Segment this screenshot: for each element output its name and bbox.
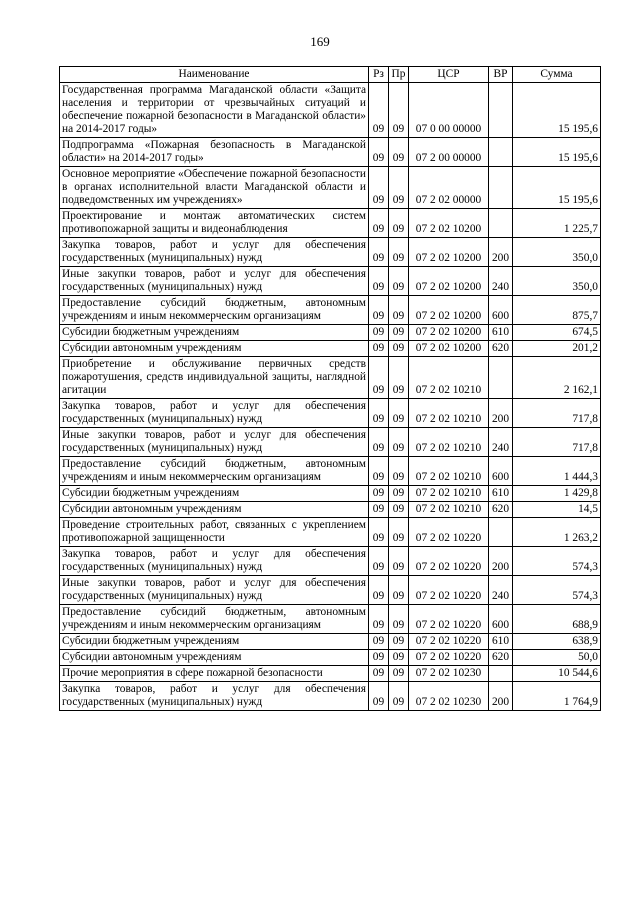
cell-csr: 07 2 02 00000 <box>409 167 489 209</box>
cell-csr: 07 2 02 10220 <box>409 518 489 547</box>
cell-sum: 15 195,6 <box>513 83 601 138</box>
cell-sum: 201,2 <box>513 341 601 357</box>
cell-csr: 07 2 02 10200 <box>409 238 489 267</box>
cell-vr: 610 <box>489 325 513 341</box>
cell-csr: 07 2 02 10230 <box>409 666 489 682</box>
cell-pr: 09 <box>389 138 409 167</box>
cell-csr: 07 2 02 10200 <box>409 325 489 341</box>
cell-csr: 07 2 02 10210 <box>409 399 489 428</box>
cell-rz: 09 <box>369 267 389 296</box>
table-row <box>60 486 601 502</box>
cell-vr <box>489 357 513 399</box>
cell-csr: 07 2 02 10220 <box>409 634 489 650</box>
cell-csr: 07 2 02 10210 <box>409 457 489 486</box>
cell-vr <box>489 167 513 209</box>
cell-pr: 09 <box>389 267 409 296</box>
table-row <box>60 576 601 605</box>
table-row <box>60 682 601 711</box>
table-row <box>60 457 601 486</box>
cell-vr <box>489 209 513 238</box>
cell-pr: 09 <box>389 209 409 238</box>
cell-rz: 09 <box>369 457 389 486</box>
cell-vr <box>489 518 513 547</box>
cell-pr: 09 <box>389 167 409 209</box>
cell-name: Субсидии автономным учреждениям <box>60 502 369 518</box>
cell-vr: 240 <box>489 267 513 296</box>
cell-csr: 07 2 02 10200 <box>409 267 489 296</box>
cell-name: Государственная программа Магаданской области «Защита населения и территории от чрезвычайных ситуаций и обеспечение пожарной безопасности в Магаданской области» на 2014-2017 годы» <box>60 83 369 138</box>
cell-pr: 09 <box>389 428 409 457</box>
cell-rz: 09 <box>369 138 389 167</box>
cell-vr: 600 <box>489 457 513 486</box>
cell-csr: 07 2 02 10220 <box>409 576 489 605</box>
cell-sum: 1 429,8 <box>513 486 601 502</box>
cell-csr: 07 2 02 10210 <box>409 486 489 502</box>
cell-pr: 09 <box>389 576 409 605</box>
table-row <box>60 325 601 341</box>
table-row <box>60 238 601 267</box>
cell-vr: 620 <box>489 650 513 666</box>
cell-csr: 07 2 02 10220 <box>409 547 489 576</box>
cell-pr: 09 <box>389 518 409 547</box>
cell-rz: 09 <box>369 325 389 341</box>
cell-rz: 09 <box>369 518 389 547</box>
cell-rz: 09 <box>369 209 389 238</box>
header-sum: Сумма <box>513 67 601 83</box>
cell-rz: 09 <box>369 428 389 457</box>
cell-pr: 09 <box>389 650 409 666</box>
table-row <box>60 83 601 138</box>
cell-name: Закупка товаров, работ и услуг для обеспечения государственных (муниципальных) нужд <box>60 238 369 267</box>
cell-name: Прочие мероприятия в сфере пожарной безопасности <box>60 666 369 682</box>
cell-vr <box>489 83 513 138</box>
table-row <box>60 634 601 650</box>
cell-rz: 09 <box>369 83 389 138</box>
cell-name: Закупка товаров, работ и услуг для обеспечения государственных (муниципальных) нужд <box>60 399 369 428</box>
cell-vr: 200 <box>489 399 513 428</box>
cell-vr: 620 <box>489 341 513 357</box>
cell-sum: 674,5 <box>513 325 601 341</box>
cell-pr: 09 <box>389 634 409 650</box>
cell-name: Субсидии автономным учреждениям <box>60 650 369 666</box>
cell-csr: 07 2 02 10200 <box>409 341 489 357</box>
table-row <box>60 296 601 325</box>
cell-vr: 200 <box>489 238 513 267</box>
cell-vr: 600 <box>489 296 513 325</box>
cell-name: Предоставление субсидий бюджетным, автономным учреждениям и иным некоммерческим организациям <box>60 296 369 325</box>
cell-pr: 09 <box>389 325 409 341</box>
cell-csr: 07 2 00 00000 <box>409 138 489 167</box>
cell-vr: 200 <box>489 682 513 711</box>
table-row <box>60 605 601 634</box>
cell-vr: 240 <box>489 428 513 457</box>
cell-vr <box>489 666 513 682</box>
cell-pr: 09 <box>389 682 409 711</box>
cell-rz: 09 <box>369 167 389 209</box>
cell-rz: 09 <box>369 650 389 666</box>
header-rz: Рз <box>369 67 389 83</box>
cell-pr: 09 <box>389 486 409 502</box>
cell-pr: 09 <box>389 83 409 138</box>
cell-csr: 07 2 02 10210 <box>409 428 489 457</box>
cell-vr: 600 <box>489 605 513 634</box>
table-header-row <box>60 67 601 83</box>
cell-vr: 610 <box>489 486 513 502</box>
cell-pr: 09 <box>389 666 409 682</box>
cell-sum: 1 225,7 <box>513 209 601 238</box>
cell-pr: 09 <box>389 605 409 634</box>
cell-name: Иные закупки товаров, работ и услуг для обеспечения государственных (муниципальных) нужд <box>60 267 369 296</box>
table-row <box>60 502 601 518</box>
cell-csr: 07 2 02 10200 <box>409 209 489 238</box>
budget-table <box>59 66 601 711</box>
cell-sum: 350,0 <box>513 238 601 267</box>
cell-name: Иные закупки товаров, работ и услуг для обеспечения государственных (муниципальных) нужд <box>60 428 369 457</box>
cell-rz: 09 <box>369 547 389 576</box>
cell-rz: 09 <box>369 486 389 502</box>
cell-pr: 09 <box>389 296 409 325</box>
cell-name: Основное мероприятие «Обеспечение пожарной безопасности в органах исполнительной власти Магаданской области и подведомственных им учреждениях» <box>60 167 369 209</box>
cell-csr: 07 2 02 10220 <box>409 650 489 666</box>
cell-name: Предоставление субсидий бюджетным, автономным учреждениям и иным некоммерческим организациям <box>60 605 369 634</box>
cell-rz: 09 <box>369 666 389 682</box>
table-row <box>60 428 601 457</box>
cell-rz: 09 <box>369 357 389 399</box>
cell-name: Подпрограмма «Пожарная безопасность в Магаданской области» на 2014-2017 годы» <box>60 138 369 167</box>
cell-rz: 09 <box>369 341 389 357</box>
cell-rz: 09 <box>369 605 389 634</box>
cell-rz: 09 <box>369 238 389 267</box>
cell-name: Закупка товаров, работ и услуг для обеспечения государственных (муниципальных) нужд <box>60 547 369 576</box>
table-row <box>60 518 601 547</box>
table-row <box>60 650 601 666</box>
cell-csr: 07 2 02 10210 <box>409 502 489 518</box>
cell-name: Субсидии автономным учреждениям <box>60 341 369 357</box>
cell-csr: 07 2 02 10220 <box>409 605 489 634</box>
cell-vr: 200 <box>489 547 513 576</box>
cell-pr: 09 <box>389 341 409 357</box>
cell-name: Проведение строительных работ, связанных с укреплением противопожарной защищенности <box>60 518 369 547</box>
table-row <box>60 357 601 399</box>
cell-csr: 07 2 02 10230 <box>409 682 489 711</box>
cell-sum: 717,8 <box>513 428 601 457</box>
cell-sum: 1 263,2 <box>513 518 601 547</box>
cell-pr: 09 <box>389 547 409 576</box>
cell-sum: 50,0 <box>513 650 601 666</box>
cell-pr: 09 <box>389 457 409 486</box>
cell-pr: 09 <box>389 357 409 399</box>
cell-vr: 610 <box>489 634 513 650</box>
cell-vr: 240 <box>489 576 513 605</box>
cell-sum: 15 195,6 <box>513 167 601 209</box>
table-row <box>60 209 601 238</box>
header-vr: ВР <box>489 67 513 83</box>
table-row <box>60 267 601 296</box>
cell-rz: 09 <box>369 399 389 428</box>
cell-sum: 1 764,9 <box>513 682 601 711</box>
cell-csr: 07 2 02 10200 <box>409 296 489 325</box>
cell-name: Субсидии бюджетным учреждениям <box>60 486 369 502</box>
cell-sum: 10 544,6 <box>513 666 601 682</box>
cell-rz: 09 <box>369 502 389 518</box>
cell-sum: 638,9 <box>513 634 601 650</box>
table-row <box>60 138 601 167</box>
cell-name: Иные закупки товаров, работ и услуг для обеспечения государственных (муниципальных) нужд <box>60 576 369 605</box>
cell-sum: 350,0 <box>513 267 601 296</box>
header-pr: Пр <box>389 67 409 83</box>
cell-vr <box>489 138 513 167</box>
cell-pr: 09 <box>389 399 409 428</box>
cell-pr: 09 <box>389 238 409 267</box>
cell-csr: 07 2 02 10210 <box>409 357 489 399</box>
table-row <box>60 666 601 682</box>
cell-name: Субсидии бюджетным учреждениям <box>60 634 369 650</box>
cell-sum: 875,7 <box>513 296 601 325</box>
table-row <box>60 399 601 428</box>
cell-name: Предоставление субсидий бюджетным, автономным учреждениям и иным некоммерческим организациям <box>60 457 369 486</box>
cell-sum: 717,8 <box>513 399 601 428</box>
cell-name: Проектирование и монтаж автоматических систем противопожарной защиты и видеонаблюдения <box>60 209 369 238</box>
cell-name: Субсидии бюджетным учреждениям <box>60 325 369 341</box>
cell-name: Приобретение и обслуживание первичных средств пожаротушения, средств индивидуальной защиты, наглядной агитации <box>60 357 369 399</box>
header-csr: ЦСР <box>409 67 489 83</box>
cell-name: Закупка товаров, работ и услуг для обеспечения государственных (муниципальных) нужд <box>60 682 369 711</box>
page-number: 169 <box>310 34 330 49</box>
cell-sum: 2 162,1 <box>513 357 601 399</box>
cell-rz: 09 <box>369 576 389 605</box>
cell-rz: 09 <box>369 682 389 711</box>
table-row <box>60 341 601 357</box>
table-row <box>60 167 601 209</box>
cell-sum: 688,9 <box>513 605 601 634</box>
cell-csr: 07 0 00 00000 <box>409 83 489 138</box>
table-row <box>60 547 601 576</box>
cell-vr: 620 <box>489 502 513 518</box>
cell-sum: 1 444,3 <box>513 457 601 486</box>
cell-sum: 574,3 <box>513 547 601 576</box>
cell-sum: 14,5 <box>513 502 601 518</box>
cell-sum: 574,3 <box>513 576 601 605</box>
cell-rz: 09 <box>369 634 389 650</box>
header-name: Наименование <box>60 67 369 83</box>
cell-sum: 15 195,6 <box>513 138 601 167</box>
cell-pr: 09 <box>389 502 409 518</box>
table-body <box>60 83 601 711</box>
cell-rz: 09 <box>369 296 389 325</box>
